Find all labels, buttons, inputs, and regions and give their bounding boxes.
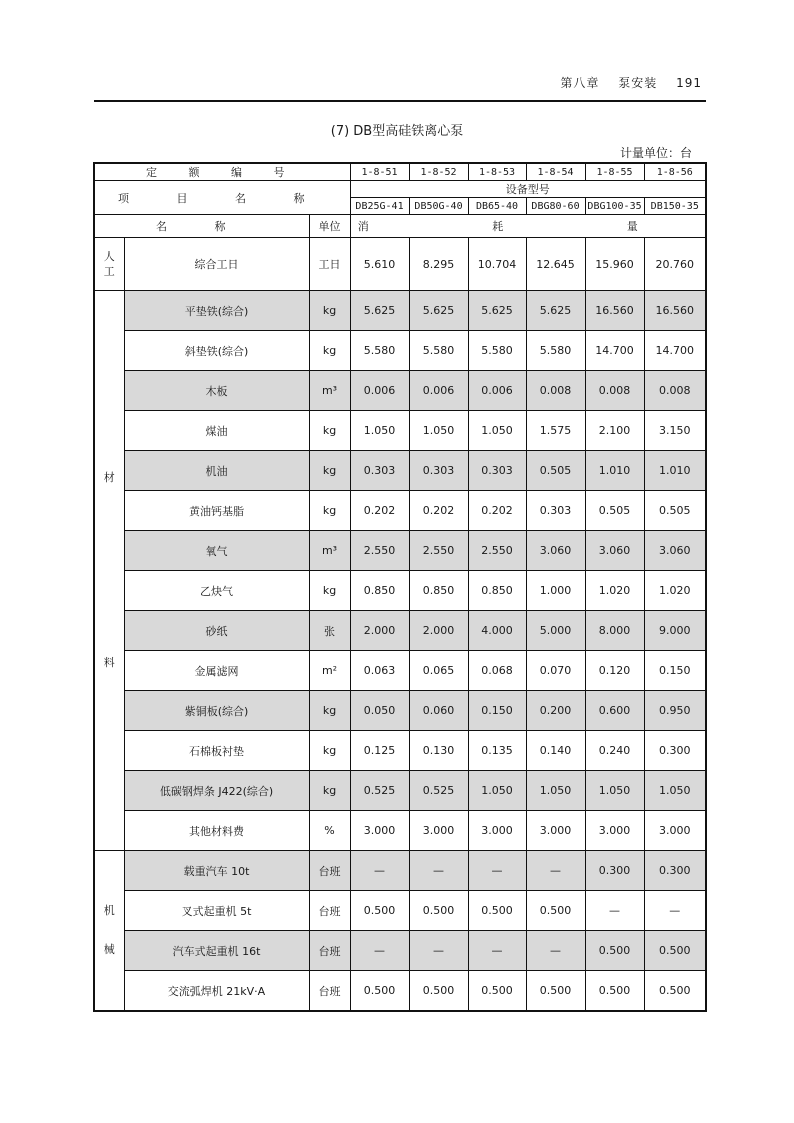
machinery-value: 0.500 bbox=[350, 971, 409, 1012]
chapter-label: 第八章 bbox=[560, 76, 600, 90]
quota-code: 1-8-53 bbox=[468, 163, 526, 181]
device-model: DB25G-41 bbox=[350, 198, 409, 215]
material-unit: kg bbox=[309, 691, 350, 731]
material-value: 3.000 bbox=[644, 811, 706, 851]
material-name: 其他材料费 bbox=[124, 811, 309, 851]
machinery-value: 0.300 bbox=[585, 851, 644, 891]
machinery-value: 0.500 bbox=[468, 971, 526, 1012]
material-name: 煤油 bbox=[124, 411, 309, 451]
material-value: 14.700 bbox=[585, 331, 644, 371]
machinery-value: 0.300 bbox=[644, 851, 706, 891]
material-value: 0.150 bbox=[644, 651, 706, 691]
material-value: 0.850 bbox=[409, 571, 468, 611]
name-column-header: 名 称 bbox=[94, 215, 309, 238]
material-value: 0.850 bbox=[350, 571, 409, 611]
machinery-value: 0.500 bbox=[644, 931, 706, 971]
machinery-row bbox=[94, 931, 706, 971]
material-value: 0.070 bbox=[526, 651, 585, 691]
machinery-unit: 台班 bbox=[309, 851, 350, 891]
machinery-value: 0.500 bbox=[585, 931, 644, 971]
labor-value: 12.645 bbox=[526, 238, 585, 291]
material-value: 3.060 bbox=[585, 531, 644, 571]
consumption-header: 消 耗 量 bbox=[350, 215, 706, 238]
machinery-value: 0.500 bbox=[644, 971, 706, 1012]
material-value: 0.303 bbox=[409, 451, 468, 491]
material-value: 0.303 bbox=[468, 451, 526, 491]
material-value: 1.050 bbox=[350, 411, 409, 451]
material-unit: kg bbox=[309, 731, 350, 771]
unit-note: 计量单位：台 bbox=[619, 146, 692, 160]
material-name: 氧气 bbox=[124, 531, 309, 571]
page-number: 191 bbox=[676, 76, 702, 90]
material-value: 3.000 bbox=[468, 811, 526, 851]
material-value: 5.625 bbox=[350, 291, 409, 331]
material-name: 平垫铁(综合) bbox=[124, 291, 309, 331]
quota-code: 1-8-52 bbox=[409, 163, 468, 181]
material-value: 1.050 bbox=[585, 771, 644, 811]
quota-table bbox=[93, 162, 707, 1012]
material-unit: m³ bbox=[309, 371, 350, 411]
labor-value: 15.960 bbox=[585, 238, 644, 291]
machinery-value: 0.500 bbox=[468, 891, 526, 931]
unit-column-header: 单位 bbox=[309, 215, 350, 238]
material-row bbox=[94, 491, 706, 531]
machinery-value: 0.500 bbox=[585, 971, 644, 1012]
device-model: DBG100-35 bbox=[585, 198, 644, 215]
device-model-label-row bbox=[94, 181, 706, 198]
material-unit: kg bbox=[309, 771, 350, 811]
material-value: 3.060 bbox=[644, 531, 706, 571]
material-value: 0.008 bbox=[644, 371, 706, 411]
labor-value: 10.704 bbox=[468, 238, 526, 291]
material-name: 紫铜板(综合) bbox=[124, 691, 309, 731]
material-value: 0.300 bbox=[644, 731, 706, 771]
column-header-row bbox=[94, 215, 706, 238]
material-value: 0.850 bbox=[468, 571, 526, 611]
material-value: 5.625 bbox=[409, 291, 468, 331]
quota-code: 1-8-51 bbox=[350, 163, 409, 181]
machinery-row bbox=[94, 891, 706, 931]
material-value: 2.550 bbox=[350, 531, 409, 571]
material-row bbox=[94, 571, 706, 611]
material-value: 0.950 bbox=[644, 691, 706, 731]
quota-code: 1-8-55 bbox=[585, 163, 644, 181]
material-value: 1.020 bbox=[585, 571, 644, 611]
material-unit: kg bbox=[309, 451, 350, 491]
material-value: 1.050 bbox=[644, 771, 706, 811]
material-value: 0.008 bbox=[585, 371, 644, 411]
material-value: 9.000 bbox=[644, 611, 706, 651]
material-value: 5.580 bbox=[468, 331, 526, 371]
header-rule bbox=[94, 100, 706, 102]
material-value: 3.150 bbox=[644, 411, 706, 451]
device-model: DBG80-60 bbox=[526, 198, 585, 215]
machinery-row bbox=[94, 971, 706, 1012]
material-value: 0.600 bbox=[585, 691, 644, 731]
material-row bbox=[94, 411, 706, 451]
material-value: 1.020 bbox=[644, 571, 706, 611]
material-value: 0.060 bbox=[409, 691, 468, 731]
material-value: 1.050 bbox=[409, 411, 468, 451]
material-row bbox=[94, 771, 706, 811]
material-row bbox=[94, 531, 706, 571]
machinery-value: — bbox=[468, 851, 526, 891]
device-model: DB50G-40 bbox=[409, 198, 468, 215]
material-value: 0.200 bbox=[526, 691, 585, 731]
material-unit: kg bbox=[309, 331, 350, 371]
material-row bbox=[94, 451, 706, 491]
material-value: 1.010 bbox=[585, 451, 644, 491]
material-value: 0.505 bbox=[585, 491, 644, 531]
machinery-unit: 台班 bbox=[309, 891, 350, 931]
material-name: 乙炔气 bbox=[124, 571, 309, 611]
material-value: 3.060 bbox=[526, 531, 585, 571]
material-row bbox=[94, 331, 706, 371]
machinery-category-top: 机 bbox=[103, 904, 115, 918]
material-name: 低碳钢焊条 J422(综合) bbox=[124, 771, 309, 811]
labor-unit: 工日 bbox=[309, 238, 350, 291]
material-category-bottom: 料 bbox=[103, 655, 115, 669]
material-unit: % bbox=[309, 811, 350, 851]
material-row bbox=[94, 291, 706, 331]
labor-value: 20.760 bbox=[644, 238, 706, 291]
material-unit: kg bbox=[309, 291, 350, 331]
material-name: 斜垫铁(综合) bbox=[124, 331, 309, 371]
material-value: 2.550 bbox=[409, 531, 468, 571]
material-value: 1.575 bbox=[526, 411, 585, 451]
material-value: 3.000 bbox=[585, 811, 644, 851]
material-name: 石棉板衬垫 bbox=[124, 731, 309, 771]
material-unit: kg bbox=[309, 491, 350, 531]
material-value: 5.580 bbox=[526, 331, 585, 371]
material-value: 0.125 bbox=[350, 731, 409, 771]
labor-name: 综合工日 bbox=[124, 238, 309, 291]
material-value: 3.000 bbox=[409, 811, 468, 851]
material-value: 2.000 bbox=[350, 611, 409, 651]
material-name: 机油 bbox=[124, 451, 309, 491]
machinery-unit: 台班 bbox=[309, 931, 350, 971]
material-value: 1.050 bbox=[468, 411, 526, 451]
machinery-row bbox=[94, 851, 706, 891]
machinery-unit: 台班 bbox=[309, 971, 350, 1012]
material-value: 0.202 bbox=[409, 491, 468, 531]
material-value: 1.010 bbox=[644, 451, 706, 491]
machinery-value: — bbox=[585, 891, 644, 931]
item-name-label: 项 目 名 称 bbox=[94, 181, 350, 215]
material-row bbox=[94, 691, 706, 731]
machinery-value: — bbox=[350, 931, 409, 971]
material-row bbox=[94, 651, 706, 691]
material-unit: kg bbox=[309, 411, 350, 451]
material-value: 1.050 bbox=[468, 771, 526, 811]
material-value: 0.130 bbox=[409, 731, 468, 771]
material-value: 0.202 bbox=[350, 491, 409, 531]
material-value: 2.000 bbox=[409, 611, 468, 651]
device-model: DB65-40 bbox=[468, 198, 526, 215]
material-value: 0.240 bbox=[585, 731, 644, 771]
machinery-name: 交流弧焊机 21kV·A bbox=[124, 971, 309, 1012]
material-value: 0.008 bbox=[526, 371, 585, 411]
machinery-category-bottom: 械 bbox=[103, 942, 115, 956]
material-value: 0.050 bbox=[350, 691, 409, 731]
section-label: 泵安装 bbox=[618, 76, 658, 90]
quota-code: 1-8-56 bbox=[644, 163, 706, 181]
material-value: 0.525 bbox=[409, 771, 468, 811]
material-value: 8.000 bbox=[585, 611, 644, 651]
material-row bbox=[94, 371, 706, 411]
material-value: 2.550 bbox=[468, 531, 526, 571]
machinery-value: 0.500 bbox=[409, 891, 468, 931]
machinery-value: 0.500 bbox=[526, 971, 585, 1012]
material-name: 砂纸 bbox=[124, 611, 309, 651]
material-value: 0.303 bbox=[350, 451, 409, 491]
material-value: 1.050 bbox=[526, 771, 585, 811]
material-name: 黄油钙基脂 bbox=[124, 491, 309, 531]
material-row bbox=[94, 731, 706, 771]
material-value: 0.505 bbox=[644, 491, 706, 531]
quota-code-row bbox=[94, 163, 706, 181]
labor-value: 8.295 bbox=[409, 238, 468, 291]
machinery-value: 0.500 bbox=[350, 891, 409, 931]
labor-category bbox=[94, 238, 124, 291]
material-value: 16.560 bbox=[585, 291, 644, 331]
machinery-name: 载重汽车 10t bbox=[124, 851, 309, 891]
quota-code: 1-8-54 bbox=[526, 163, 585, 181]
material-value: 2.100 bbox=[585, 411, 644, 451]
machinery-category bbox=[94, 851, 124, 1012]
material-value: 5.580 bbox=[350, 331, 409, 371]
material-value: 14.700 bbox=[644, 331, 706, 371]
material-value: 0.140 bbox=[526, 731, 585, 771]
material-value: 0.135 bbox=[468, 731, 526, 771]
material-unit: kg bbox=[309, 571, 350, 611]
material-category bbox=[94, 291, 124, 851]
material-value: 3.000 bbox=[526, 811, 585, 851]
material-value: 5.625 bbox=[468, 291, 526, 331]
material-value: 5.625 bbox=[526, 291, 585, 331]
material-unit: 张 bbox=[309, 611, 350, 651]
quota-table-body bbox=[94, 163, 706, 1011]
labor-row bbox=[94, 238, 706, 291]
material-value: 1.000 bbox=[526, 571, 585, 611]
machinery-value: — bbox=[526, 931, 585, 971]
machinery-value: — bbox=[409, 931, 468, 971]
device-model: DB150-35 bbox=[644, 198, 706, 215]
section-title: (7) DB型高硅铁离心泵 bbox=[330, 124, 464, 139]
material-row bbox=[94, 811, 706, 851]
machinery-value: — bbox=[644, 891, 706, 931]
material-value: 0.068 bbox=[468, 651, 526, 691]
material-value: 0.525 bbox=[350, 771, 409, 811]
material-name: 金属滤网 bbox=[124, 651, 309, 691]
material-value: 0.006 bbox=[409, 371, 468, 411]
material-value: 0.202 bbox=[468, 491, 526, 531]
material-unit: m² bbox=[309, 651, 350, 691]
material-value: 0.006 bbox=[468, 371, 526, 411]
material-row bbox=[94, 611, 706, 651]
machinery-name: 汽车式起重机 16t bbox=[124, 931, 309, 971]
material-value: 5.580 bbox=[409, 331, 468, 371]
material-value: 0.120 bbox=[585, 651, 644, 691]
material-value: 0.150 bbox=[468, 691, 526, 731]
machinery-value: — bbox=[468, 931, 526, 971]
material-name: 木板 bbox=[124, 371, 309, 411]
material-value: 16.560 bbox=[644, 291, 706, 331]
machinery-name: 叉式起重机 5t bbox=[124, 891, 309, 931]
material-value: 0.505 bbox=[526, 451, 585, 491]
material-value: 5.000 bbox=[526, 611, 585, 651]
material-value: 3.000 bbox=[350, 811, 409, 851]
machinery-value: — bbox=[350, 851, 409, 891]
machinery-value: — bbox=[409, 851, 468, 891]
material-category-top: 材 bbox=[103, 471, 115, 485]
machinery-value: 0.500 bbox=[526, 891, 585, 931]
quota-code-label: 定 额 编 号 bbox=[94, 163, 350, 181]
material-value: 0.006 bbox=[350, 371, 409, 411]
material-value: 0.303 bbox=[526, 491, 585, 531]
machinery-value: — bbox=[526, 851, 585, 891]
running-header bbox=[546, 74, 702, 91]
device-model-label: 设备型号 bbox=[350, 181, 706, 198]
labor-value: 5.610 bbox=[350, 238, 409, 291]
material-unit: m³ bbox=[309, 531, 350, 571]
labor-category-label: 人工 bbox=[103, 249, 115, 278]
material-value: 4.000 bbox=[468, 611, 526, 651]
material-value: 0.065 bbox=[409, 651, 468, 691]
machinery-value: 0.500 bbox=[409, 971, 468, 1012]
material-value: 0.063 bbox=[350, 651, 409, 691]
